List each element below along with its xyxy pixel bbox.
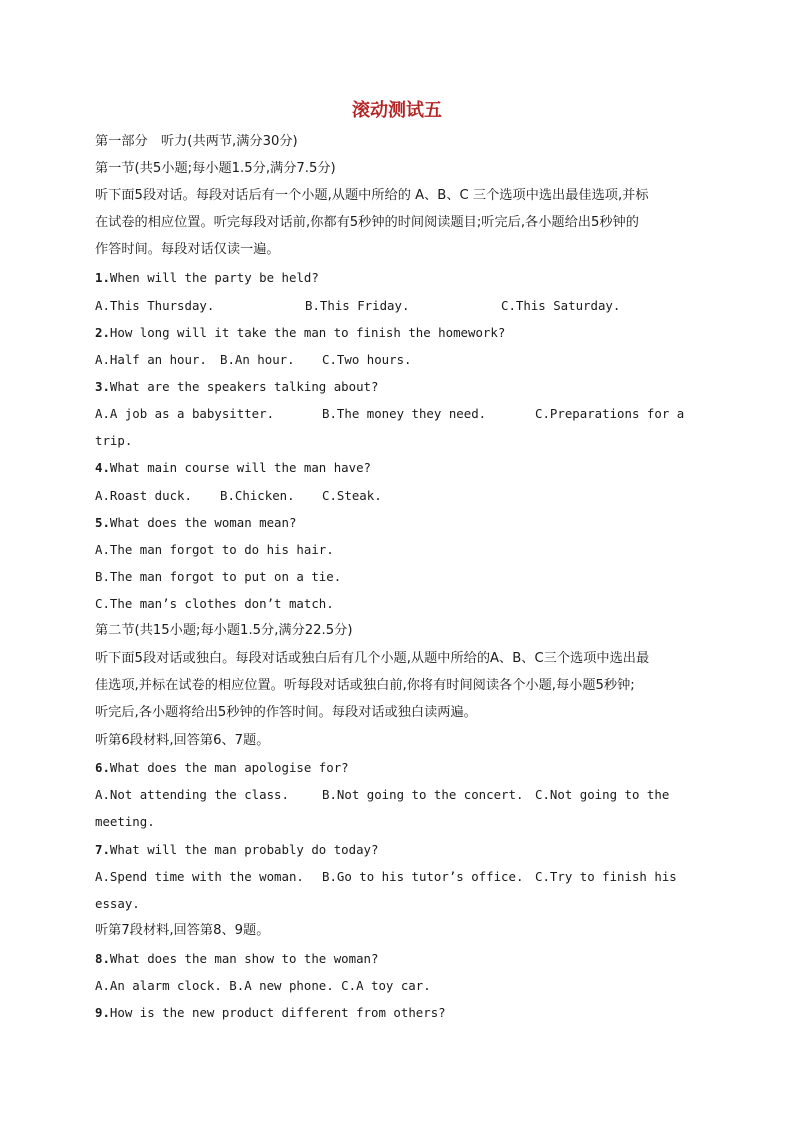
option-c: C.This Saturday. <box>501 298 621 313</box>
question-text: How long will it take the man to finish the homework? <box>109 325 506 340</box>
question-6-option-c-continued: meeting. <box>95 814 155 829</box>
section2-instruction-2: 佳选项,并标在试卷的相应位置。听每段对话或独白前,你将有时间阅读各个小题,每小题5秒钟; <box>95 678 635 693</box>
question-number: 7. <box>95 842 110 857</box>
section1-instruction-1: 听下面5段对话。每段对话后有一个小题,从题中所给的 A、B、C 三个选项中选出最佳选项,并标 <box>95 188 649 203</box>
option-a: A.Half an hour. <box>95 352 207 367</box>
option-c: C.Preparations for a <box>535 406 685 421</box>
question-2-options <box>95 351 699 369</box>
question-text: What are the speakers talking about? <box>109 379 379 394</box>
question-9 <box>95 1004 699 1022</box>
question-number: 5. <box>95 515 110 530</box>
option-b: B.Chicken. <box>220 488 295 503</box>
question-text: What does the woman mean? <box>109 515 297 530</box>
question-2 <box>95 324 699 342</box>
question-4-options <box>95 487 699 505</box>
option-c: C.Steak. <box>322 488 382 503</box>
option-b: B.Go to his tutor’s office. <box>322 869 524 884</box>
question-number: 6. <box>95 760 110 775</box>
option-a: A.A job as a babysitter. <box>95 406 275 421</box>
section1-instruction-3: 作答时间。每段对话仅读一遍。 <box>95 242 280 257</box>
option-a: A.Not attending the class. <box>95 787 289 802</box>
question-8-options: A.An alarm clock. B.A new phone. C.A toy car. <box>95 978 431 993</box>
question-text: How is the new product different from others? <box>109 1005 446 1020</box>
question-text: When will the party be held? <box>109 270 319 285</box>
option-b: B.This Friday. <box>305 298 410 313</box>
option-a: A.Spend time with the woman. <box>95 869 304 884</box>
page-title: 滚动测试五 <box>352 100 442 121</box>
part1-heading: 第一部分 听力(共两节,满分30分) <box>95 134 298 149</box>
question-number: 8. <box>95 951 110 966</box>
option-b: B.The money they need. <box>322 406 487 421</box>
question-6-options <box>95 786 699 804</box>
section2-heading: 第二节(共15小题;每小题1.5分,满分22.5分) <box>95 623 353 638</box>
question-text: What will the man probably do today? <box>109 842 379 857</box>
section2-instruction-1: 听下面5段对话或独白。每段对话或独白后有几个小题,从题中所给的A、B、C三个选项中选出最 <box>95 651 650 666</box>
question-7-option-c-continued: essay. <box>95 896 140 911</box>
question-5-option-a: A.The man forgot to do his hair. <box>95 542 334 557</box>
option-c: C.Try to finish his <box>535 869 677 884</box>
option-b: B.An hour. <box>220 352 295 367</box>
question-5-option-c: C.The man’s clothes don’t match. <box>95 596 334 611</box>
section1-instruction-2: 在试卷的相应位置。听完每段对话前,你都有5秒钟的时间阅读题目;听完后,各小题给出5秒钟的 <box>95 215 639 230</box>
question-8 <box>95 950 699 968</box>
question-number: 9. <box>95 1005 110 1020</box>
question-1 <box>95 269 699 287</box>
option-a: A.This Thursday. <box>95 298 215 313</box>
question-5 <box>95 514 699 532</box>
option-c: C.Two hours. <box>322 352 412 367</box>
option-c: C.Not going to the <box>535 787 670 802</box>
section2-instruction-3: 听完后,各小题将给出5秒钟的作答时间。每段对话或独白读两遍。 <box>95 705 477 720</box>
question-6 <box>95 759 699 777</box>
question-number: 3. <box>95 379 110 394</box>
question-number: 2. <box>95 325 110 340</box>
question-3-option-c-continued: trip. <box>95 433 133 448</box>
material-6-note: 听第6段材料,回答第6、7题。 <box>95 733 270 748</box>
option-b: B.Not going to the concert. <box>322 787 524 802</box>
material-7-note: 听第7段材料,回答第8、9题。 <box>95 923 270 938</box>
question-7-options <box>95 868 699 886</box>
question-number: 4. <box>95 460 110 475</box>
question-text: What main course will the man have? <box>109 460 372 475</box>
question-5-option-b: B.The man forgot to put on a tie. <box>95 569 342 584</box>
question-text: What does the man show to the woman? <box>109 951 379 966</box>
question-1-options <box>95 297 699 315</box>
question-7 <box>95 841 699 859</box>
question-number: 1. <box>95 270 110 285</box>
question-3 <box>95 378 699 396</box>
question-text: What does the man apologise for? <box>109 760 349 775</box>
question-3-options <box>95 405 699 423</box>
section1-heading: 第一节(共5小题;每小题1.5分,满分7.5分) <box>95 161 336 176</box>
option-a: A.Roast duck. <box>95 488 192 503</box>
question-4 <box>95 459 699 477</box>
